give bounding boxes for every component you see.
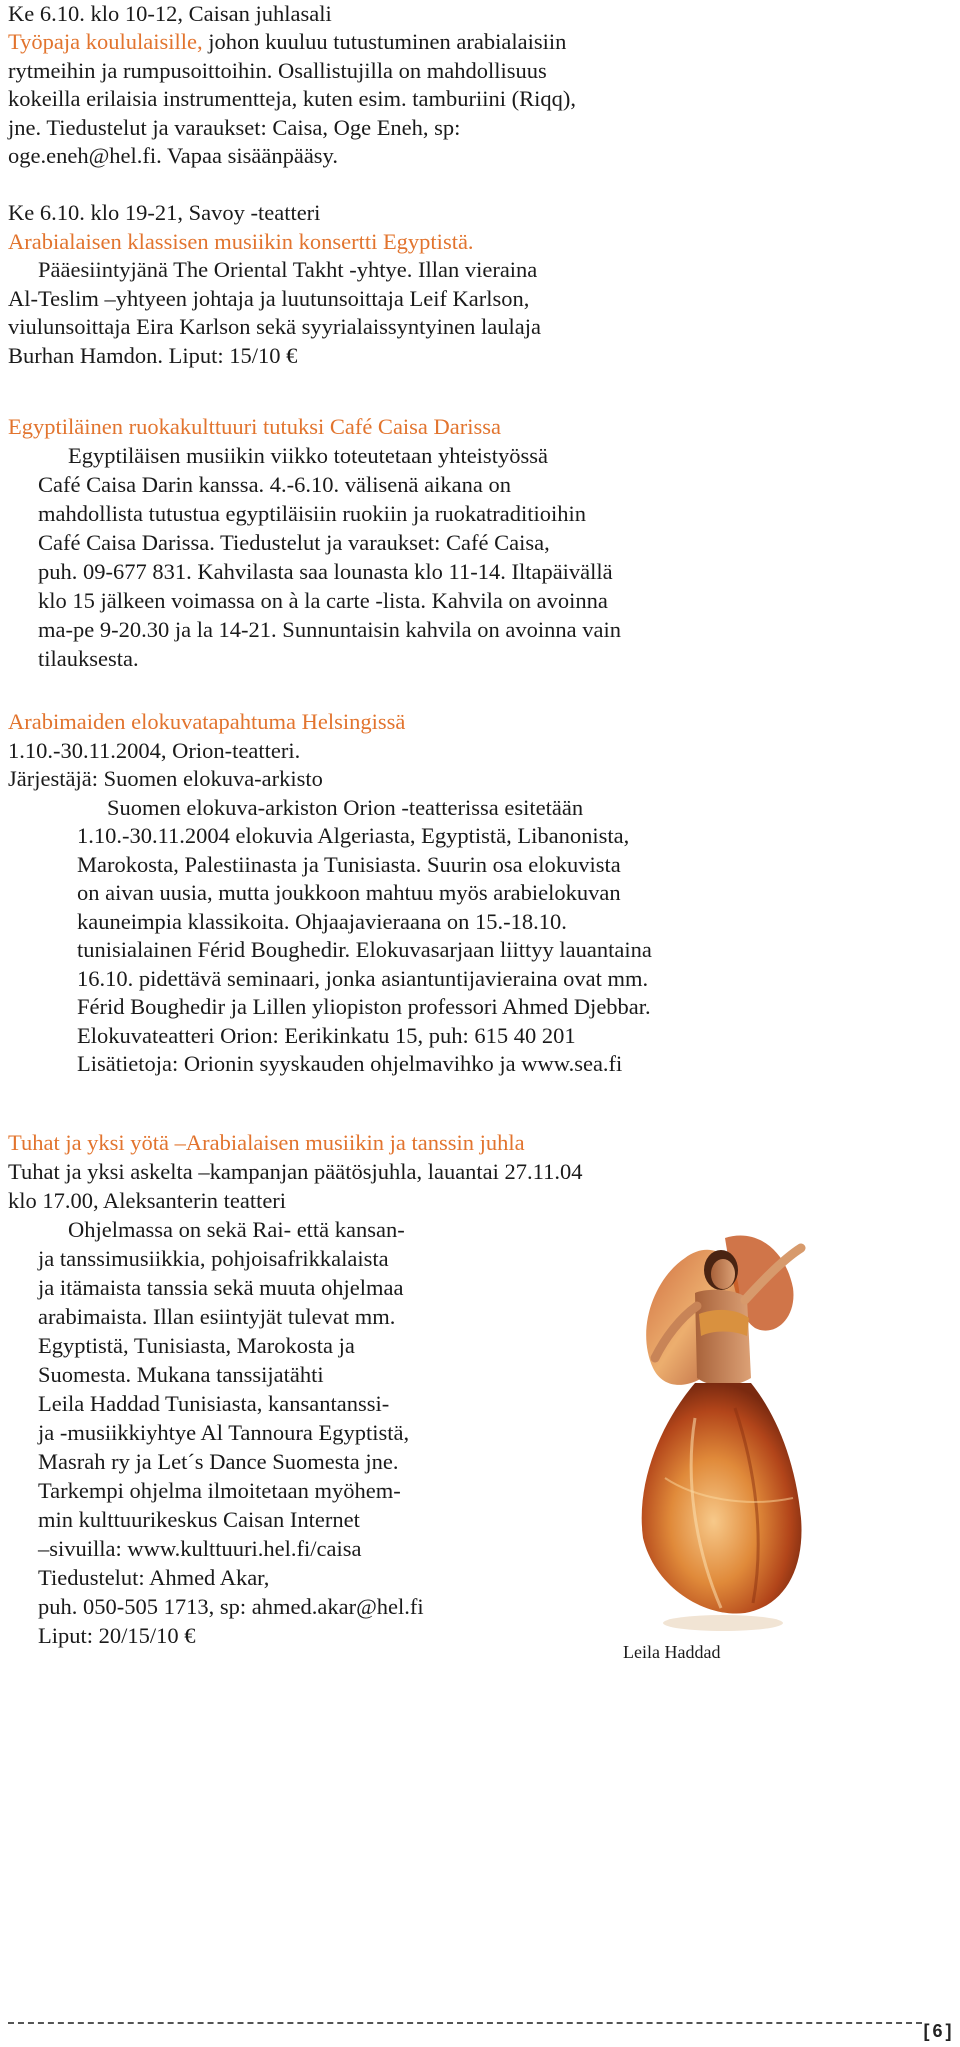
- event-line: Marokosta, Palestiinasta ja Tunisiasta. Suurin osa elokuvista: [77, 852, 621, 877]
- event-title: Työpaja koululaisille,: [8, 29, 203, 54]
- event-line: [8, 28, 566, 57]
- event-text: Pääesiintyjänä The Oriental Takht -yhtye.: [38, 257, 413, 282]
- event-line: Ke 6.10. klo 19-21, Savoy -teatteri: [8, 200, 321, 225]
- event-line: kauneimpia klassikoita. Ohjaajavieraana on 15.-18.10.: [77, 909, 567, 934]
- event-line: –sivuilla: www.kulttuuri.hel.fi/caisa: [38, 1536, 362, 1561]
- event-line: Tarkempi ohjelma ilmoitetaan myöhem-: [38, 1478, 401, 1503]
- event-line: Suomesta. Mukana tanssijatähti: [38, 1362, 324, 1387]
- dancer-photo: [625, 1218, 813, 1634]
- event-line: tunisialainen Férid Boughedir. Elokuvasarjaan liittyy lauantaina: [77, 937, 652, 962]
- event-line: puh. 050-505 1713, sp: ahmed.akar@hel.fi: [38, 1594, 424, 1619]
- event-text: Illan vieraina: [412, 257, 538, 282]
- event-line: Tuhat ja yksi askelta –kampanjan päätösjuhla, lauantai 27.11.04: [8, 1159, 583, 1184]
- page-number: [6]: [923, 2021, 955, 2041]
- event-line: Leila Haddad Tunisiasta, kansantanssi-: [38, 1391, 390, 1416]
- event-line: min kulttuurikeskus Caisan Internet: [38, 1507, 360, 1532]
- event-line: Ohjelmassa on sekä Rai- että kansan-: [68, 1217, 405, 1242]
- event-line: Al-Teslim –yhtyeen johtaja ja luutunsoittaja Leif Karlson,: [8, 286, 530, 311]
- event-line: Egyptiläisen musiikin viikko toteutetaan yhteistyössä: [68, 443, 548, 468]
- event-title: Egyptiläinen ruokakulttuuri tutuksi Café Caisa Darissa: [8, 414, 502, 439]
- event-line: Liput: 20/15/10 €: [38, 1623, 196, 1648]
- event-title: Tuhat ja yksi yötä –Arabialaisen musiikin ja tanssin juhla: [8, 1130, 525, 1155]
- event-line: Café Caisa Darin kanssa. 4.-6.10. välisenä aikana on: [38, 472, 511, 497]
- event-line: [38, 256, 537, 285]
- event-title: Arabialaisen klassisen musiikin konsertti Egyptistä.: [8, 229, 474, 254]
- event-line: jne. Tiedustelut ja varaukset: Caisa, Oge Eneh, sp:: [8, 115, 461, 140]
- event-line: klo 15 jälkeen voimassa on à la carte -lista. Kahvila on avoinna: [38, 588, 608, 613]
- event-line: ja tanssimusiikkia, pohjoisafrikkalaista: [38, 1246, 389, 1271]
- event-title: Arabimaiden elokuvatapahtuma Helsingissä: [8, 709, 406, 734]
- event-line: puh. 09-677 831. Kahvilasta saa lounasta klo 11-14. Iltapäivällä: [38, 559, 613, 584]
- event-line: ja itämaista tanssia sekä muuta ohjelmaa: [38, 1275, 404, 1300]
- footer-divider: [8, 2022, 922, 2024]
- event-line: Järjestäjä: Suomen elokuva-arkisto: [8, 766, 323, 791]
- photo-caption: Leila Haddad: [623, 1642, 721, 1662]
- event-line: viulunsoittaja Eira Karlson sekä syyrialaissyntyinen laulaja: [8, 314, 541, 339]
- event-line: Egyptistä, Tunisiasta, Marokosta ja: [38, 1333, 355, 1358]
- event-line: Férid Boughedir ja Lillen yliopiston professori Ahmed Djebbar.: [77, 994, 651, 1019]
- event-line: on aivan uusia, mutta joukkoon mahtuu myös arabielokuvan: [77, 880, 621, 905]
- event-line: Café Caisa Darissa. Tiedustelut ja varaukset: Café Caisa,: [38, 530, 550, 555]
- event-line: ja -musiikkiyhtye Al Tannoura Egyptistä,: [38, 1420, 410, 1445]
- event-line: Ke 6.10. klo 10-12, Caisan juhlasali: [8, 1, 332, 26]
- event-line: klo 17.00, Aleksanterin teatteri: [8, 1188, 287, 1213]
- event-line: Masrah ry ja Let´s Dance Suomesta jne.: [38, 1449, 399, 1474]
- event-line: Lisätietoja: Orionin syyskauden ohjelmavihko ja www.sea.fi: [77, 1051, 623, 1076]
- event-line: 1.10.-30.11.2004, Orion-teatteri.: [8, 738, 301, 763]
- event-line: arabimaista. Illan esiintyjät tulevat mm.: [38, 1304, 396, 1329]
- event-line: Burhan Hamdon. Liput: 15/10 €: [8, 343, 298, 368]
- event-line: mahdollista tutustua egyptiläisiin ruokiin ja ruokatraditioihin: [38, 501, 587, 526]
- event-line: ma-pe 9-20.30 ja la 14-21. Sunnuntaisin kahvila on avoinna vain: [38, 617, 622, 642]
- event-line: oge.eneh@hel.fi. Vapaa sisäänpääsy.: [8, 143, 338, 168]
- event-line: rytmeihin ja rumpusoittoihin. Osallistujilla on mahdollisuus: [8, 58, 547, 83]
- event-line: Elokuvateatteri Orion: Eerikinkatu 15, puh: 615 40 201: [77, 1023, 576, 1048]
- event-line: Suomen elokuva-arkiston Orion -teatterissa esitetään: [107, 795, 584, 820]
- event-line: tilauksesta.: [38, 646, 139, 671]
- event-line: 1.10.-30.11.2004 elokuvia Algeriasta, Egyptistä, Libanonista,: [77, 823, 630, 848]
- event-line: 16.10. pidettävä seminaari, jonka asiantuntijavieraina ovat mm.: [77, 966, 649, 991]
- event-line: Tiedustelut: Ahmed Akar,: [38, 1565, 270, 1590]
- event-line: kokeilla erilaisia instrumentteja, kuten esim. tamburiini (Riqq),: [8, 86, 576, 111]
- event-text: johon kuuluu tutustuminen arabialaisiin: [202, 29, 567, 54]
